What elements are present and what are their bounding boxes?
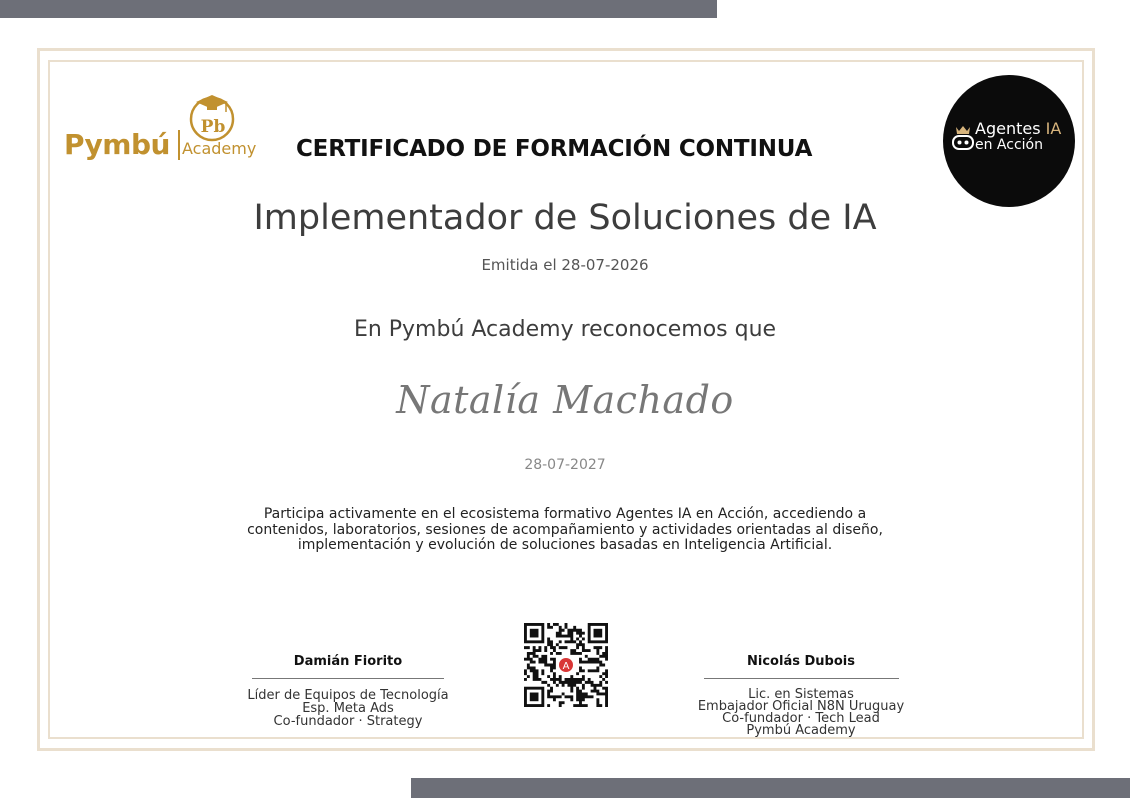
agentes-ia-badge	[943, 75, 1075, 207]
pymbu-academy-logo	[62, 92, 262, 164]
qr-finder	[588, 623, 608, 643]
signer-name: Nicolás Dubois	[747, 654, 855, 669]
qr-finder	[524, 623, 544, 643]
logo-divider	[178, 130, 180, 160]
signature-line	[704, 678, 899, 679]
secondary-date: 28-07-2027	[524, 457, 606, 473]
qr-center-letter: A	[562, 661, 570, 672]
bottom-decor-bar	[411, 778, 1130, 798]
top-decor-bar	[0, 0, 717, 18]
logo-wordmark: Pymbú	[64, 128, 170, 161]
svg-text:Pb: Pb	[200, 117, 226, 137]
description-line: implementación y evolución de soluciones basadas en Inteligencia Artificial.	[297, 537, 833, 553]
graduation-cap-icon	[186, 92, 238, 142]
signer-role: Lic. en Sistemas	[748, 687, 854, 702]
signature-line	[252, 678, 444, 679]
description-line: contenidos, laboratorios, sesiones de acompañamiento y actividades orientadas al diseño,	[247, 521, 883, 538]
course-name: Implementador de Soluciones de IA	[253, 198, 877, 238]
qr-code[interactable]	[524, 623, 608, 707]
signature-right	[692, 654, 910, 737]
signer-name: Damián Fiorito	[293, 654, 403, 669]
signer-role: Embajador Oficial N8N Uruguay	[697, 699, 905, 714]
badge-line-1: Agentes IA	[975, 119, 1062, 138]
badge-line-2: en Acción	[975, 137, 1043, 153]
signer-role: Esp. Meta Ads	[302, 701, 394, 716]
description-line: Participa activamente en el ecosistema formativo Agentes IA en Acción, accediendo a	[263, 506, 867, 522]
signer-role: Líder de Equipos de Tecnología	[247, 688, 449, 703]
recipient-name: Natalía Machado	[396, 378, 734, 422]
signature-left	[230, 654, 466, 728]
logo-subtitle: Academy	[182, 139, 257, 158]
signer-role: Co-fundador · Tech Lead	[722, 711, 880, 726]
certificate-title: CERTIFICADO DE FORMACIÓN CONTINUA	[296, 136, 813, 162]
qr-finder	[524, 687, 544, 707]
signer-role: Co-fundador · Strategy	[273, 714, 423, 729]
signer-role: Pymbú Academy	[746, 723, 856, 738]
issue-date: Emitida el 28-07-2026	[481, 256, 649, 274]
recognition-text: En Pymbú Academy reconocemos que	[353, 317, 777, 342]
robot-crown-icon	[951, 125, 975, 151]
certificate-description	[215, 507, 915, 554]
